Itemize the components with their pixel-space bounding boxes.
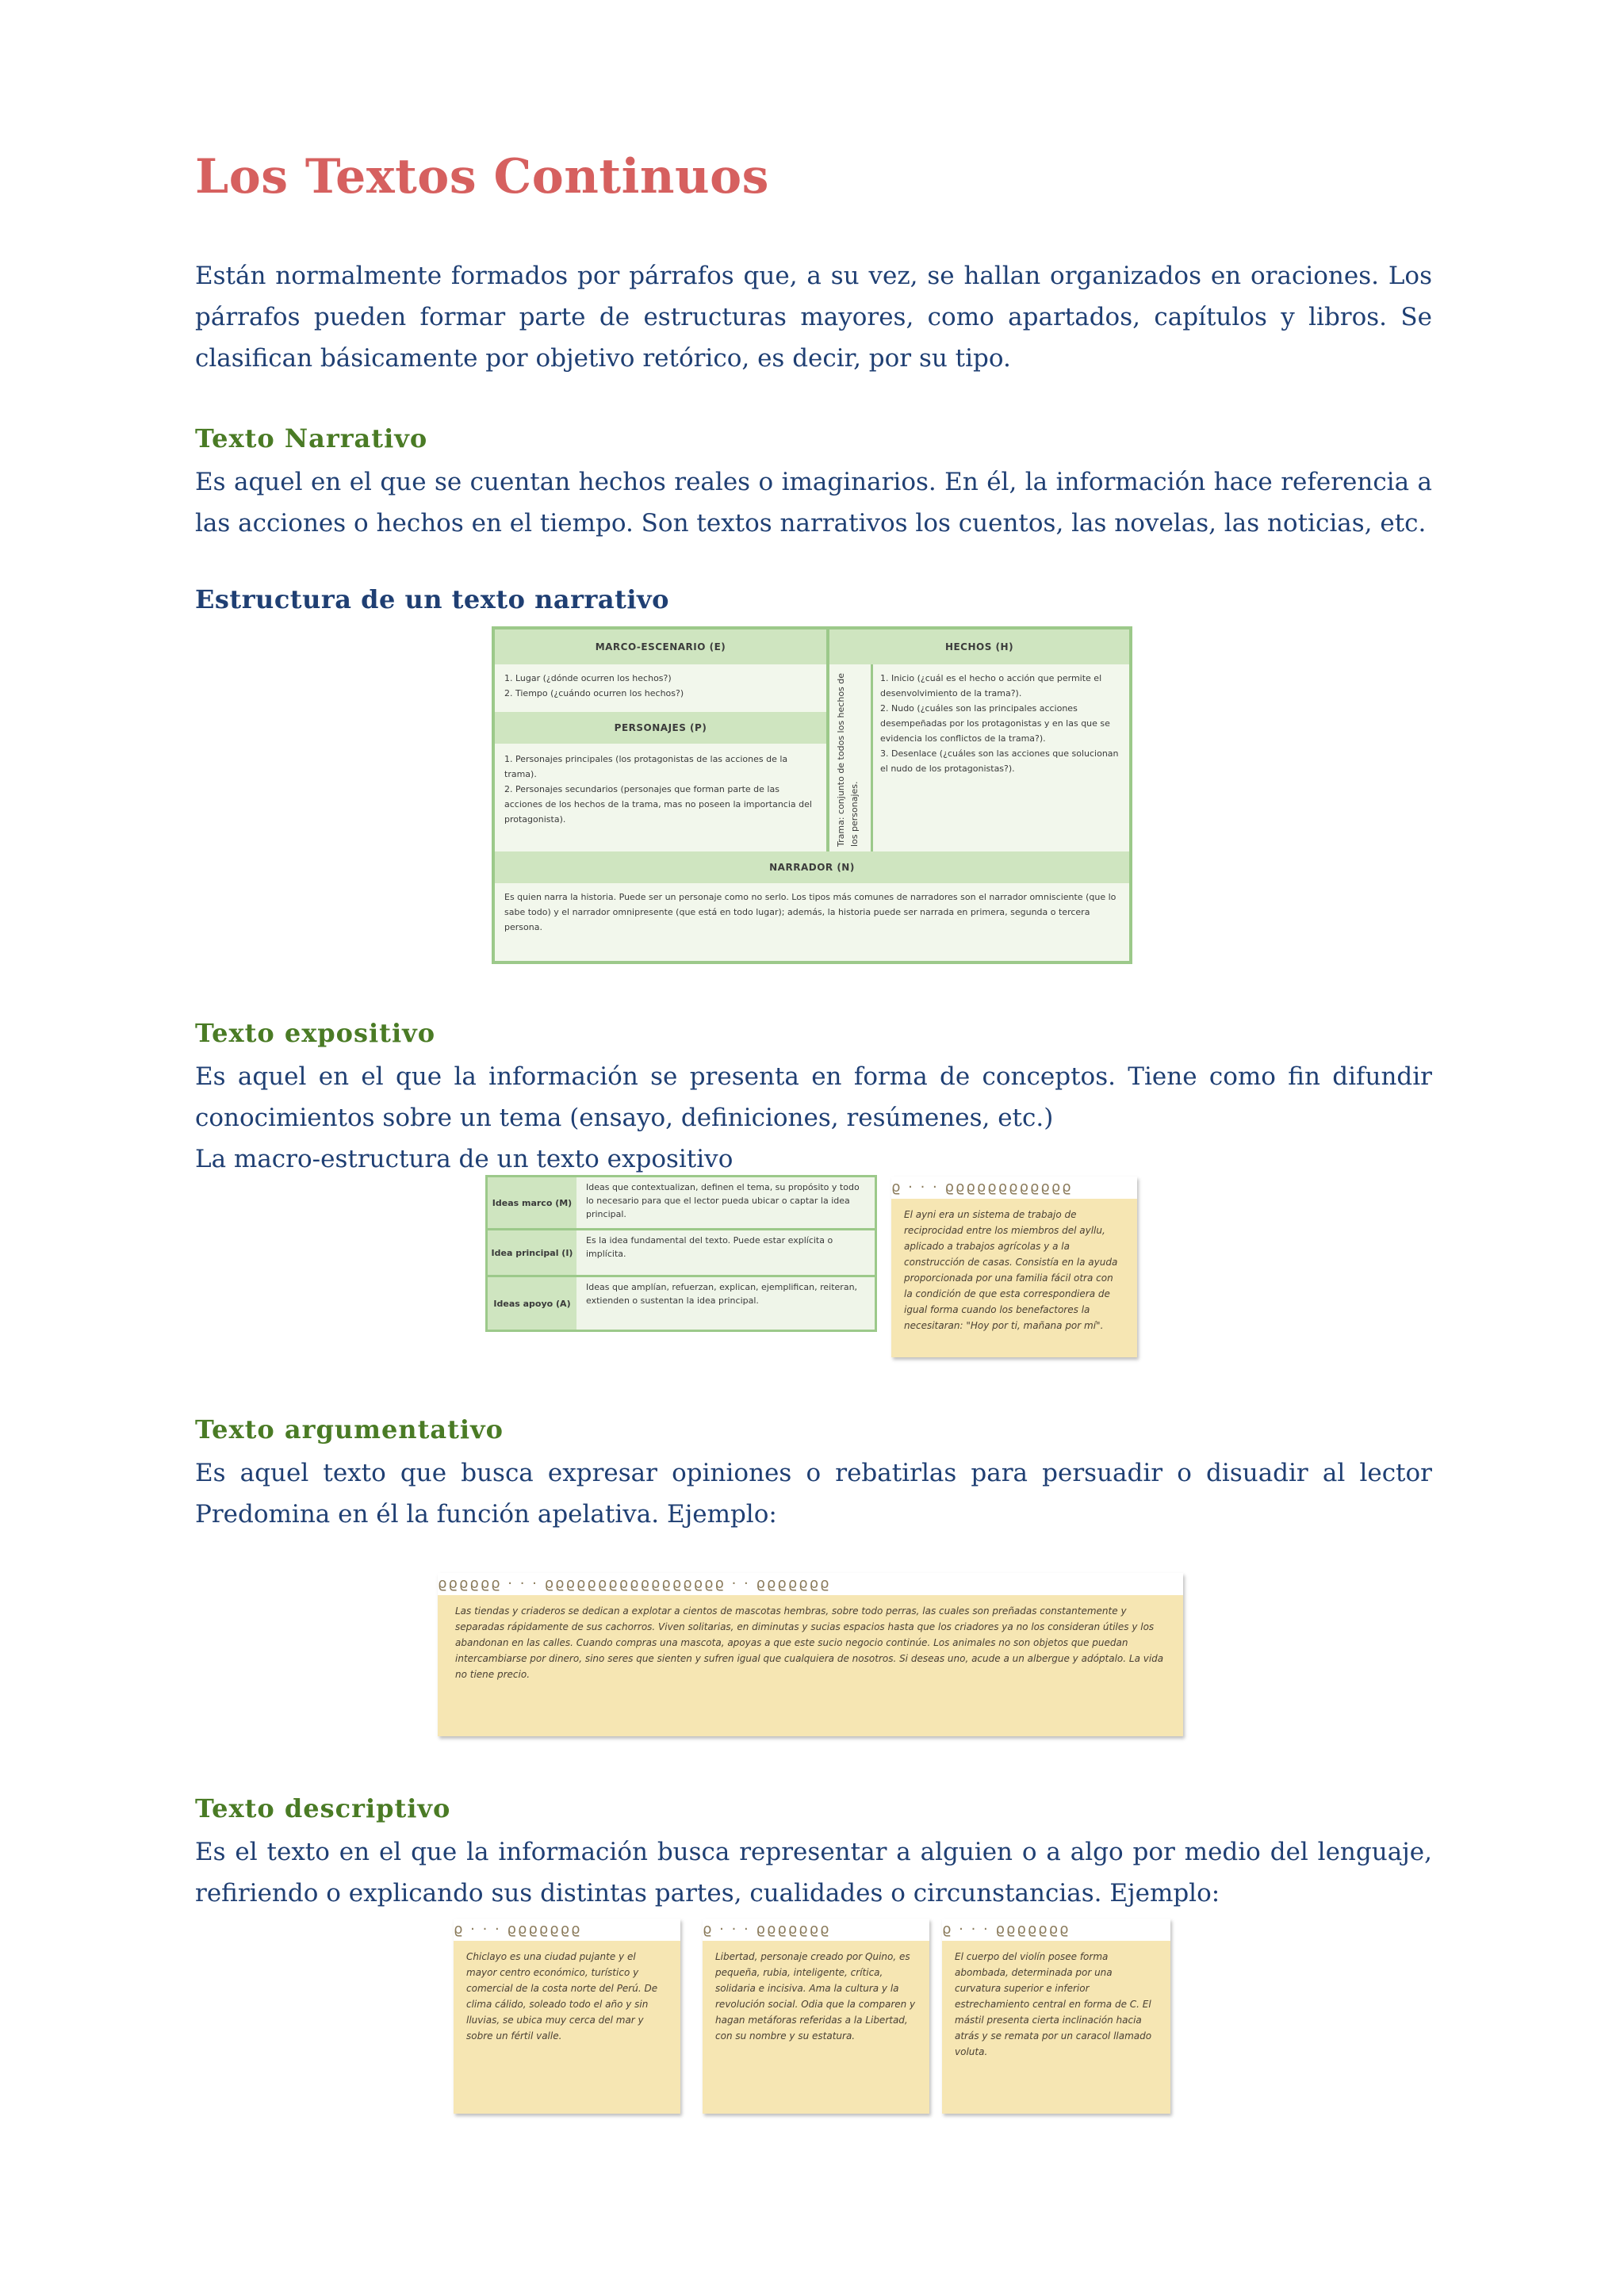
personajes-header: PERSONAJES (P)	[495, 712, 826, 744]
row-text: Es la idea fundamental del texto. Puede estar explícita o implícita.	[586, 1235, 833, 1259]
heading-descriptivo: Texto descriptivo	[195, 1793, 451, 1823]
intro-paragraph: Están normalmente formados por párrafos que, a su vez, se hallan organizados en oraciones. Los párrafos pueden formar parte de estructuras mayores, como apartados, capítulos y libros. Se clasifican básicamente por objetivo retórico, es decir, por su tipo.	[195, 262, 1432, 373]
narrador-text: Es quien narra la historia. Puede ser un personaje como no serlo. Los tipos más comunes de narradores son el narrador omnisciente (que lo sabe todo) y el narrador omnipresente (que está en todo lugar); además, la historia puede ser narrada en primera, segunda o tercera persona.	[504, 892, 1116, 932]
row-label: Ideas apoyo (A)	[488, 1277, 576, 1330]
narrativo-paragraph: Es aquel en el que se cuentan hechos reales o imaginarios. En él, la información hace referencia a las acciones o hechos en el tiempo. Son textos narrativos los cuentos, las novelas, las noticias, etc.	[195, 468, 1432, 538]
spiral-binding: ϱϱϱϱϱϱ · · · ϱϱϱϱϱϱϱϱϱϱϱϱϱϱϱϱϱ · · ϱϱϱϱϱϱϱ	[438, 1573, 1183, 1595]
spiral-binding: ϱ · · · ϱϱϱϱϱϱϱ	[703, 1919, 929, 1941]
description-note	[454, 1919, 680, 2114]
hechos-items: 1. Inicio (¿cuál es el hecho o acción que permite el desenvolvimiento de la trama?). 2. Nudo (¿cuáles son las principales acciones desempeñadas por los protagonistas y en las que se evidencia los conflictos de la trama?). 3. Desenlace (¿cuáles son las acciones que solucionan el nudo de los protagonistas?).	[880, 673, 1119, 774]
expositivo-paragraph: Es aquel en el que la información se presenta en forma de conceptos. Tiene como fin difundir conocimientos sobre un tema (ensayo, definiciones, resúmenes, etc.)	[195, 1062, 1432, 1132]
spiral-binding: ϱ · · · ϱϱϱϱϱϱϱ	[942, 1919, 1170, 1941]
heading-estructura-narrativo: Estructura de un texto narrativo	[195, 584, 669, 614]
descriptivo-paragraph: Es el texto en el que la información busca representar a alguien o a algo por medio del lenguaje, refiriendo o explicando sus distintas partes, cualidades o circunstancias. Ejemplo:	[195, 1838, 1432, 1908]
hechos-header: HECHOS (H)	[829, 629, 1129, 664]
row-text: Ideas que amplían, refuerzan, explican, ejemplifican, reiteran, extienden o sustentan la idea principal.	[586, 1282, 858, 1306]
description-note	[942, 1919, 1170, 2114]
trama-label: Trama: conjunto de todos los hechos de los personajes.	[836, 672, 860, 847]
expositivo-macro-label: La macro-estructura de un texto expositivo	[195, 1145, 733, 1173]
personajes-items: 1. Personajes principales (los protagonistas de las acciones de la trama). 2. Personajes secundarios (personajes que forman parte de las acciones de los hechos de la trama, mas no poseen la importancia del protagonista).	[504, 754, 812, 825]
page-title: Los Textos Continuos	[195, 149, 769, 205]
note-text: El cuerpo del violín posee forma abombada, determinada por una curvatura superior e inferior estrechamiento central en forma de C. El mástil presenta cierta inclinación hacia atrás y se remata por un caracol llamado voluta.	[955, 1951, 1152, 2057]
heading-argumentativo: Texto argumentativo	[195, 1414, 504, 1445]
note-text: Las tiendas y criaderos se dedican a explotar a cientos de mascotas hembras, sobre todo perras, las cuales son preñadas constantemente y separadas rápidamente de sus cachorros. Viven solitarias, en diminutas y sucias espacios hasta que los criadores ya no los consideran útiles y los abandonan en las calles. Cuando compras una mascota, apoyas a que este sucio negocio continúe. Los animales no son objetos que puedan intercambiarse por dinero, sino seres que sienten y sufren igual que cualquiera de nosotros. Si deseas uno, acude a un albergue y adóptalo. La vida no tiene precio.	[455, 1605, 1164, 1680]
spiral-binding: ϱ · · · ϱϱϱϱϱϱϱ	[454, 1919, 680, 1941]
heading-narrativo: Texto Narrativo	[195, 423, 428, 453]
marco-header: MARCO-ESCENARIO (E)	[495, 629, 826, 664]
note-text: Libertad, personaje creado por Quino, es pequeña, rubia, inteligente, crítica, solidaria e incisiva. Ama la cultura y la revolución social. Odia que la comparen y hagan metáforas referidas a la Libertad, con su nombre y su estatura.	[715, 1951, 916, 2042]
spiral-binding: ϱ · · · ϱϱϱϱϱϱϱϱϱϱϱϱ	[891, 1177, 1137, 1199]
heading-expositivo: Texto expositivo	[195, 1018, 436, 1048]
note-text: Chiclayo es una ciudad pujante y el mayor centro económico, turístico y comercial de la costa norte del Perú. De clima cálido, soleado todo el año y sin lluvias, se ubica muy cerca del mar y sobre un fértil valle.	[466, 1951, 658, 2042]
argument-note	[438, 1573, 1183, 1736]
narrative-structure-table	[492, 626, 1132, 964]
narrador-header: NARRADOR (N)	[495, 851, 1129, 883]
row-label: Ideas marco (M)	[488, 1177, 576, 1228]
row-text: Ideas que contextualizan, definen el tema, su propósito y todo lo necesario para que el lector pueda ubicar o captar la idea principal.	[586, 1182, 860, 1219]
note-text: El ayni era un sistema de trabajo de reciprocidad entre los miembros del ayllu, aplicado a trabajos agrícolas y a la construcción de casas. Consistía en la ayuda proporcionada por una familia fácil otra con la condición de que esta correspondiera de igual forma cuando los benefactores la necesitaran: "Hoy por ti, mañana por mí".	[904, 1209, 1118, 1331]
ayni-note	[891, 1177, 1137, 1357]
marco-items: 1. Lugar (¿dónde ocurren los hechos?) 2. Tiempo (¿cuándo ocurren los hechos?)	[504, 673, 684, 698]
expository-macrostructure-table	[485, 1175, 877, 1332]
description-note	[703, 1919, 929, 2114]
row-label: Idea principal (I)	[488, 1230, 576, 1275]
argumentativo-paragraph: Es aquel texto que busca expresar opiniones o rebatirlas para persuadir o disuadir al lector Predomina en él la función apelativa. Ejemplo:	[195, 1459, 1432, 1529]
